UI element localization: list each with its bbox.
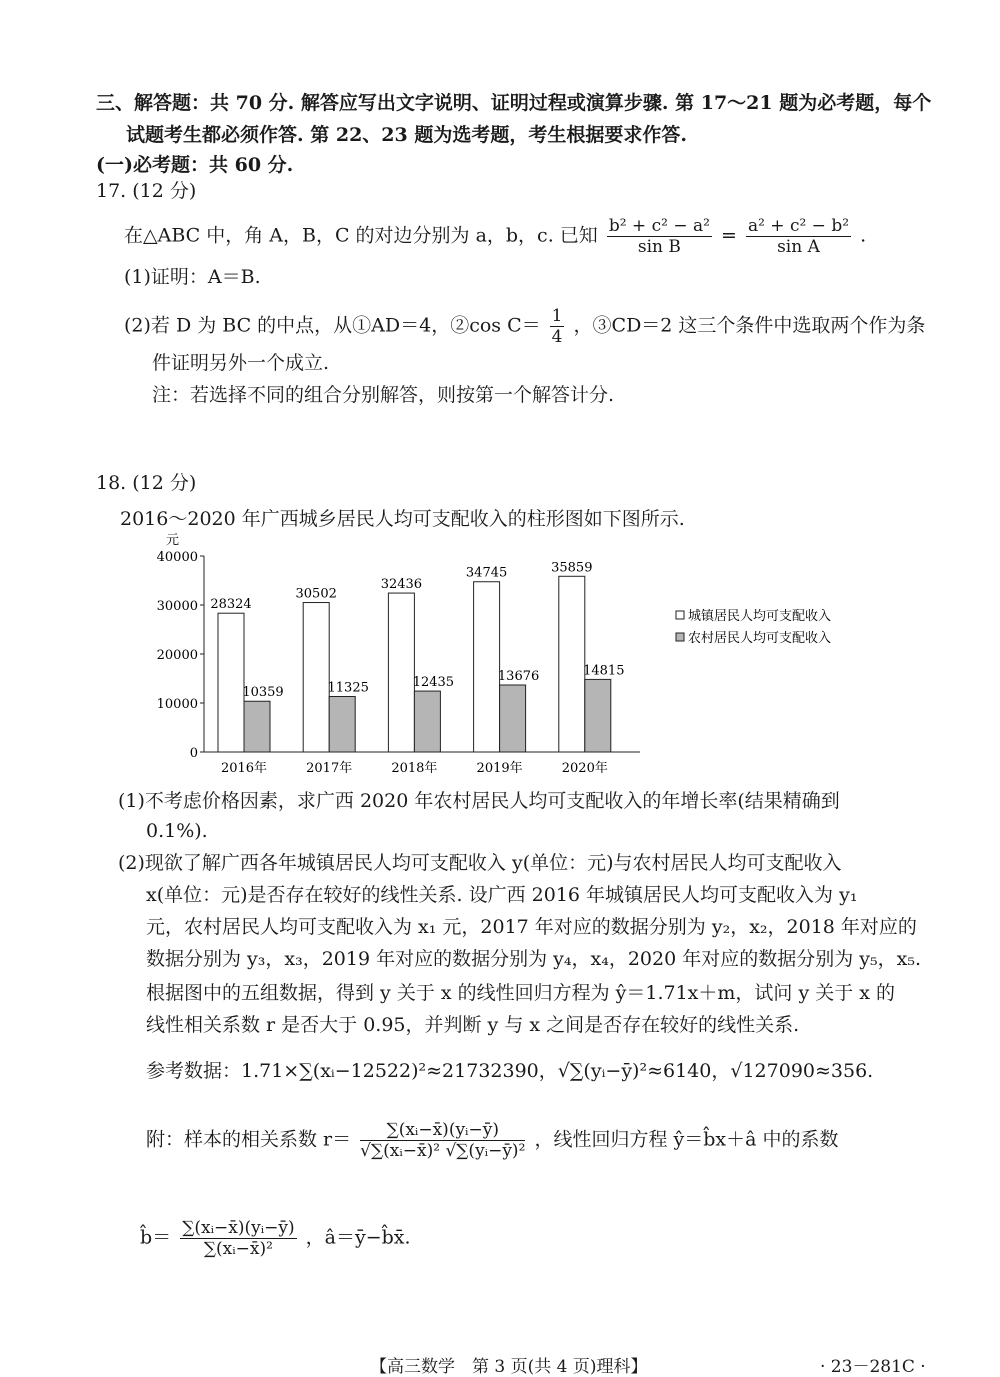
q17-part2-line2: 件证明另外一个成立. xyxy=(152,352,330,374)
x-category-label: 2018年 xyxy=(391,761,438,776)
q18-intro: 2016～2020 年广西城乡居民人均可支配收入的柱形图如下图所示. xyxy=(120,508,685,530)
bar-rural xyxy=(585,679,611,752)
q18-part2-line5: 根据图中的五组数据，得到 y 关于 x 的线性回归方程为 ŷ＝1.71x＋m，试问 y 关于 x 的 xyxy=(146,982,896,1004)
bar-urban xyxy=(303,603,329,752)
q17-equals: = xyxy=(720,224,737,247)
q17-number: 17. (12 分) xyxy=(96,180,197,202)
q17-part1: (1)证明：A＝B. xyxy=(124,266,261,288)
q17-frac1-numerator: b² + c² − a² xyxy=(608,216,710,236)
q18-number: 18. (12 分) xyxy=(96,472,197,494)
q17-part2-text: (2)若 D 为 BC 的中点，从①AD＝4，②cos C＝ xyxy=(124,314,541,337)
bar-rural xyxy=(500,685,526,752)
q17-frac2-numerator: a² + c² − b² xyxy=(747,216,850,236)
legend-swatch xyxy=(676,611,684,619)
y-tick-label: 30000 xyxy=(156,599,198,614)
page-footer: 【高三数学 第 3 页(共 4 页)理科】 xyxy=(370,1357,648,1377)
section-subheader: (一)必考题：共 60 分. xyxy=(96,154,294,176)
section-header-line2: 试题考生都必须作答. 第 22、23 题为选考题，考生根据要求作答. xyxy=(126,124,687,146)
q18-part1-line2: 0.1%). xyxy=(146,820,208,842)
y-axis-unit-label: 元 xyxy=(166,533,180,548)
legend-label: 城镇居民人均可支配收入 xyxy=(688,609,832,624)
q18-part2-line2: x(单位：元)是否存在较好的线性关系. 设广西 2016 年城镇居民人均可支配收入为 y₁ xyxy=(146,884,858,906)
q17-fraction-1 xyxy=(607,216,712,257)
bar-value-label: 28324 xyxy=(210,597,252,613)
q17-part2-fraction xyxy=(550,306,565,347)
x-category-label: 2020年 xyxy=(561,761,608,776)
bar-value-label: 10359 xyxy=(242,685,284,701)
q17-fraction-2 xyxy=(746,216,851,257)
q17-note: 注：若选择不同的组合分别解答，则按第一个解答计分. xyxy=(152,384,615,406)
q17-stem-text: 在△ABC 中，角 A，B，C 的对边分别为 a，b，c. 已知 xyxy=(124,224,598,247)
exam-code: · 23－281C · xyxy=(820,1357,926,1377)
q18-part2-line3: 元，农村居民人均可支配收入为 x₁ 元，2017 年对应的数据分别为 y₂，x₂，2018 年对应的 xyxy=(146,916,917,938)
slope-denominator: ∑(xᵢ−x̄)² xyxy=(203,1239,273,1259)
q17-frac1-denominator: sin B xyxy=(637,237,681,257)
section-header-line1: 三、解答题：共 70 分. 解答应写出文字说明、证明过程或演算步骤. 第 17～21 题为必考题，每个 xyxy=(96,92,932,114)
q17-part2-frac-denominator: 4 xyxy=(551,327,563,347)
bar-urban xyxy=(474,582,500,752)
q18-part1-line1: (1)不考虑价格因素，求广西 2020 年农村居民人均可支配收入的年增长率(结果精确到 xyxy=(118,790,840,812)
bar-rural xyxy=(244,701,270,752)
q18-reference-data: 参考数据：1.71×∑(xᵢ−12522)²≈21732390，√∑(yᵢ−ȳ)²≈6140，√127090≈356. xyxy=(146,1060,874,1082)
q17-part2-text-end: ，③CD＝2 这三个条件中选取两个作为条 xyxy=(573,314,926,337)
x-category-label: 2016年 xyxy=(220,761,268,776)
q17-stem-end: . xyxy=(860,224,867,247)
bar-value-label: 13676 xyxy=(497,668,540,684)
bar-value-label: 32436 xyxy=(380,577,423,593)
bar-urban xyxy=(218,613,244,752)
bar-value-label: 34745 xyxy=(465,565,508,581)
bar-value-label: 30502 xyxy=(295,586,337,602)
bar-rural xyxy=(414,691,440,752)
q18-part2-line4: 数据分别为 y₃，x₃，2019 年对应的数据分别为 y₄，x₄，2020 年对应的数据分别为 y₅，x₅. xyxy=(146,948,921,970)
bar-value-label: 35859 xyxy=(551,560,593,576)
q17-stem xyxy=(124,216,866,257)
correlation-formula xyxy=(360,1120,525,1161)
bar-value-label: 11325 xyxy=(327,680,369,696)
q18-part2-line6: 线性相关系数 r 是否大于 0.95，并判断 y 与 x 之间是否存在较好的线性关系. xyxy=(146,1014,800,1036)
q17-part2-frac-numerator: 1 xyxy=(551,306,563,326)
bar-rural xyxy=(329,697,355,752)
legend-swatch xyxy=(676,633,684,641)
bar-value-label: 12435 xyxy=(412,675,455,691)
y-tick-label: 20000 xyxy=(156,648,198,663)
y-tick-label: 10000 xyxy=(156,697,198,712)
bar-urban xyxy=(388,593,414,752)
q18-part2-line1: (2)现欲了解广西各年城镇居民人均可支配收入 y(单位：元)与农村居民人均可支配收入 xyxy=(118,852,842,874)
q18-appendix-text: 附：样本的相关系数 r＝ xyxy=(146,1128,352,1151)
x-category-label: 2017年 xyxy=(306,761,353,776)
q18-appendix-text-end: ，线性回归方程 ŷ＝b̂x＋â 中的系数 xyxy=(534,1128,839,1151)
slope-label: b̂＝ xyxy=(140,1226,172,1249)
q17-part2 xyxy=(124,306,925,347)
bar-value-label: 14815 xyxy=(583,663,625,679)
x-category-label: 2019年 xyxy=(476,761,523,776)
y-tick-label: 40000 xyxy=(156,550,198,565)
slope-numerator: ∑(xᵢ−x̄)(yᵢ−ȳ) xyxy=(182,1218,295,1238)
correlation-numerator: ∑(xᵢ−x̄)(yᵢ−ȳ) xyxy=(360,1120,525,1141)
intercept-formula: ，â＝ȳ−b̂x̄. xyxy=(305,1226,411,1249)
slope-formula-line xyxy=(140,1218,411,1259)
legend-label: 农村居民人均可支配收入 xyxy=(688,631,832,646)
correlation-denominator: √∑(xᵢ−x̄)² √∑(yᵢ−ȳ)² xyxy=(360,1141,526,1161)
slope-formula xyxy=(180,1218,296,1259)
q17-frac2-denominator: sin A xyxy=(777,237,820,257)
bar-urban xyxy=(559,576,585,752)
q18-appendix xyxy=(146,1120,838,1161)
income-bar-chart xyxy=(150,528,880,780)
y-tick-label: 0 xyxy=(189,746,198,761)
